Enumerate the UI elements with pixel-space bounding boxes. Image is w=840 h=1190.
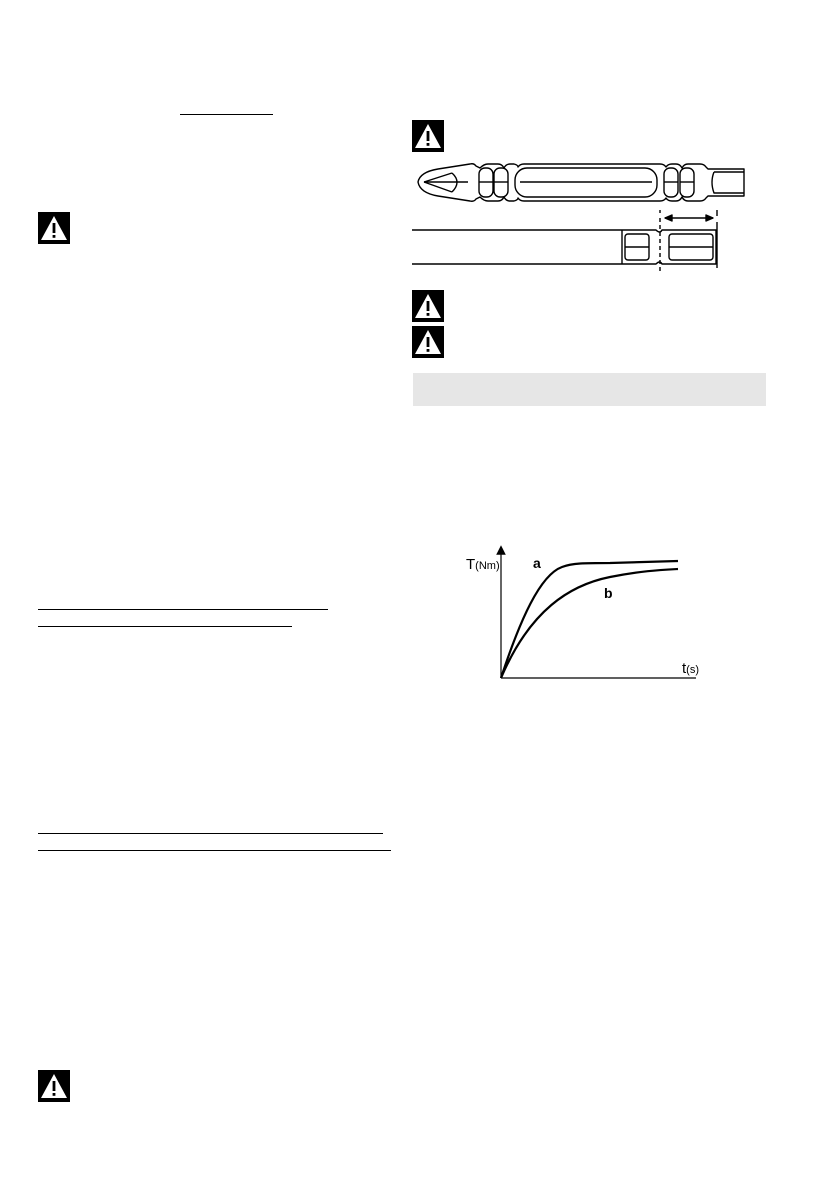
- warning-triangle-icon: [412, 120, 444, 152]
- y-axis-label: T(Nm): [466, 556, 500, 573]
- section-heading-underline: [38, 850, 391, 851]
- warning-triangle-icon: [38, 212, 70, 244]
- section-heading-underline: [38, 609, 328, 610]
- warning-triangle-icon: [412, 290, 444, 322]
- section-heading-underline: [38, 626, 292, 627]
- curve-b-label: b: [604, 585, 613, 601]
- screwdriver-bit-illustration: [410, 160, 755, 275]
- warning-triangle-icon: [38, 1070, 70, 1102]
- heading-underline-top: [180, 114, 273, 115]
- section-header-bar: [413, 373, 766, 406]
- x-axis-label: t(s): [682, 660, 699, 677]
- curve-b: [501, 569, 678, 678]
- section-heading-underline: [38, 833, 383, 834]
- warning-triangle-icon: [412, 326, 444, 358]
- curve-a: [501, 561, 678, 678]
- curve-a-label: a: [533, 555, 541, 571]
